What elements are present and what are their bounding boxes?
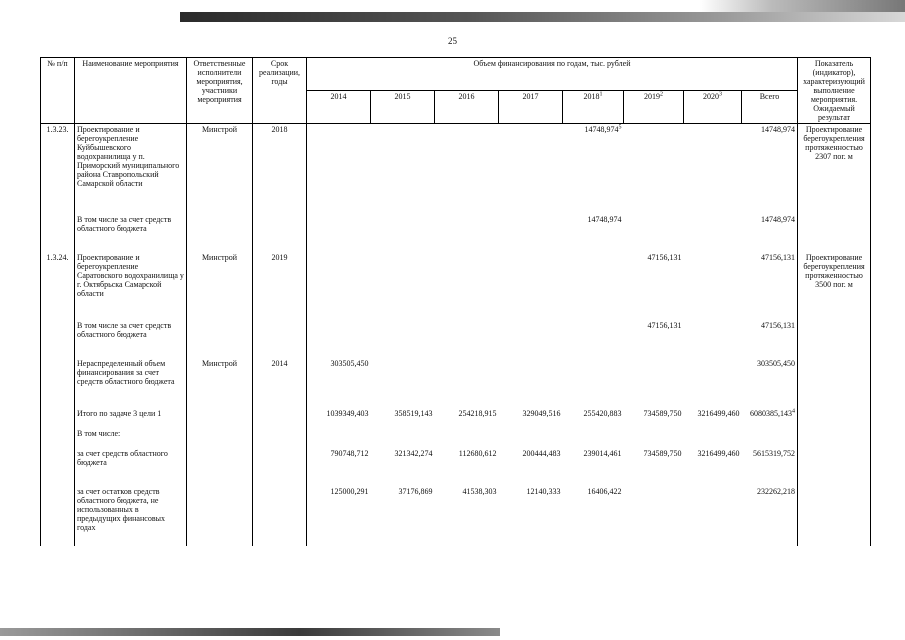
cell-term — [253, 428, 307, 448]
cell-v2020 — [684, 486, 742, 546]
cell-name: Итого по задаче 3 цели 1 — [75, 408, 187, 428]
cell-indicator — [798, 486, 871, 546]
cell-v2016: 254218,915 — [458, 408, 497, 418]
cell-v2019: 734589,750 — [643, 448, 682, 458]
cell-v2018: 16406,422 — [587, 486, 622, 496]
header-year-2015: 2015 — [371, 91, 435, 124]
cell-v2014 — [307, 214, 371, 252]
cell-v2014 — [307, 428, 371, 448]
cell-v2016 — [435, 428, 499, 448]
cell-num — [41, 486, 75, 546]
cell-num — [41, 408, 75, 428]
cell-total: 47156,131 — [761, 252, 795, 262]
cell-v2015 — [371, 252, 435, 320]
cell-total: 6080385,143$^4$ — [750, 407, 795, 418]
cell-v2020 — [684, 320, 742, 358]
table-row — [41, 124, 871, 214]
table-row — [41, 428, 871, 448]
header-year-2016: 2016 — [435, 91, 499, 124]
cell-v2014: 1039349,403 — [326, 408, 369, 418]
cell-resp — [187, 486, 253, 546]
cell-v2016: 112680,612 — [458, 448, 497, 458]
header-responsible: Ответственные исполнители мероприятия, участники мероприятия — [187, 58, 253, 124]
cell-term — [253, 320, 307, 358]
cell-v2014: 125000,291 — [330, 486, 369, 496]
funding-table — [40, 57, 871, 546]
cell-resp: Минстрой — [187, 124, 253, 214]
table-row — [41, 448, 871, 486]
cell-v2020 — [684, 358, 742, 408]
table-row — [41, 486, 871, 546]
cell-v2017 — [499, 320, 563, 358]
header-year-2019: 2019$^2$ — [624, 91, 684, 124]
cell-v2020: 3216499,460 — [697, 448, 740, 458]
cell-num: 1.3.24. — [41, 252, 75, 320]
scan-shadow-top — [180, 12, 905, 22]
cell-v2016 — [435, 124, 499, 214]
cell-term: 2018 — [253, 124, 307, 214]
header-total: Всего — [742, 91, 798, 124]
cell-v2018: 239014,461 — [583, 448, 622, 458]
cell-indicator: Проектирование берегоукрепления протяженностью 3500 пог. м — [798, 252, 871, 320]
cell-name: за счет средств областного бюджета — [75, 448, 187, 486]
cell-v2020: 3216499,460 — [697, 408, 740, 418]
cell-v2014: 790748,712 — [330, 448, 369, 458]
scan-shadow-top-right — [700, 0, 905, 12]
table-row — [41, 408, 871, 428]
cell-total — [742, 428, 798, 448]
cell-v2017 — [499, 214, 563, 252]
cell-v2018 — [563, 320, 624, 358]
cell-v2017: 12140,333 — [526, 486, 561, 496]
cell-name: Нераспределенный объем финансирования за счет средств областного бюджета — [75, 358, 187, 408]
cell-v2014 — [307, 124, 371, 214]
header-num: № п/п — [41, 58, 75, 124]
cell-v2015: 358519,143 — [394, 408, 433, 418]
cell-resp: Минстрой — [187, 252, 253, 320]
cell-total: 14748,974 — [761, 214, 795, 224]
cell-name: за счет остатков средств областного бюджета, не использованных в предыдущих финансовых годах — [75, 486, 187, 546]
scan-shadow-bottom — [0, 628, 500, 636]
cell-total: 47156,131 — [761, 320, 795, 330]
header-year-2018: 2018$^1$ — [563, 91, 624, 124]
cell-v2015: 321342,274 — [394, 448, 433, 458]
page-number: 25 — [448, 36, 457, 46]
cell-v2017 — [499, 358, 563, 408]
cell-v2019 — [624, 214, 684, 252]
cell-term — [253, 448, 307, 486]
cell-v2016 — [435, 252, 499, 320]
cell-v2017: 329049,516 — [522, 408, 561, 418]
header-year-2017: 2017 — [499, 91, 563, 124]
cell-name: В том числе за счет средств областного бюджета — [75, 320, 187, 358]
cell-resp — [187, 408, 253, 428]
cell-v2018 — [563, 358, 624, 408]
cell-v2015 — [371, 428, 435, 448]
cell-v2019 — [624, 358, 684, 408]
cell-v2020 — [684, 428, 742, 448]
cell-v2019: 47156,131 — [647, 252, 682, 262]
cell-v2014 — [307, 252, 371, 320]
cell-resp — [187, 214, 253, 252]
cell-name: В том числе за счет средств областного бюджета — [75, 214, 187, 252]
cell-term: 2014 — [253, 358, 307, 408]
cell-v2019 — [624, 124, 684, 214]
cell-num — [41, 448, 75, 486]
cell-v2019: 47156,131 — [647, 320, 682, 330]
table-row — [41, 252, 871, 320]
cell-resp: Минстрой — [187, 358, 253, 408]
cell-v2017: 200444,483 — [522, 448, 561, 458]
cell-resp — [187, 320, 253, 358]
cell-v2014: 303505,450 — [330, 358, 369, 368]
cell-v2015: 37176,869 — [398, 486, 433, 496]
cell-v2017 — [499, 428, 563, 448]
cell-name: Проектирование и берегоукрепление Куйбышевского водохранилища у п. Приморский муниципального района Ставропольский Самарской области — [75, 124, 187, 214]
cell-total: 303505,450 — [757, 358, 795, 368]
cell-v2020 — [684, 124, 742, 214]
header-indicator: Показатель (индикатор), характеризующий выполнение мероприятия. Ожидаемый результат — [798, 58, 871, 124]
header-term: Срок реализации, годы — [253, 58, 307, 124]
cell-indicator — [798, 320, 871, 358]
cell-resp — [187, 428, 253, 448]
cell-indicator: Проектирование берегоукрепления протяженностью 2307 пог. м — [798, 124, 871, 214]
cell-term: 2019 — [253, 252, 307, 320]
cell-v2019 — [624, 428, 684, 448]
cell-indicator — [798, 408, 871, 428]
cell-v2014 — [307, 320, 371, 358]
cell-num — [41, 428, 75, 448]
cell-v2016 — [435, 358, 499, 408]
cell-num — [41, 214, 75, 252]
cell-num — [41, 358, 75, 408]
cell-v2020 — [684, 252, 742, 320]
cell-term — [253, 408, 307, 428]
cell-v2018: 14748,974 — [587, 214, 622, 224]
table-row — [41, 320, 871, 358]
cell-v2018: 14748,974$^5$ — [584, 124, 622, 134]
cell-term — [253, 214, 307, 252]
header-year-2020: 2020$^3$ — [684, 91, 742, 124]
table-body — [41, 124, 871, 546]
cell-v2016: 41538,303 — [462, 486, 497, 496]
cell-v2015 — [371, 320, 435, 358]
cell-term — [253, 486, 307, 546]
cell-indicator — [798, 448, 871, 486]
cell-total: 5615319,752 — [753, 448, 795, 458]
cell-v2018 — [563, 428, 624, 448]
cell-indicator — [798, 358, 871, 408]
header-year-2014: 2014 — [307, 91, 371, 124]
cell-v2015 — [371, 124, 435, 214]
cell-total: 232262,218 — [757, 486, 795, 496]
cell-v2015 — [371, 358, 435, 408]
cell-v2017 — [499, 124, 563, 214]
header-name: Наименование мероприятия — [75, 58, 187, 124]
cell-v2017 — [499, 252, 563, 320]
table-row — [41, 358, 871, 408]
cell-num: 1.3.23. — [41, 124, 75, 214]
cell-v2015 — [371, 214, 435, 252]
table-row — [41, 214, 871, 252]
cell-total: 14748,974 — [761, 125, 795, 134]
cell-resp — [187, 448, 253, 486]
cell-indicator — [798, 428, 871, 448]
cell-v2019 — [624, 486, 684, 546]
cell-v2016 — [435, 214, 499, 252]
cell-num — [41, 320, 75, 358]
cell-name: В том числе: — [75, 428, 187, 448]
cell-v2019: 734589,750 — [643, 408, 682, 418]
cell-v2018: 255420,883 — [583, 408, 622, 418]
cell-v2018 — [563, 252, 624, 320]
cell-v2020 — [684, 214, 742, 252]
cell-name: Проектирование и берегоукрепление Саратовского водохранилища у г. Октябрьска Самарской области — [75, 252, 187, 320]
cell-indicator — [798, 214, 871, 252]
header-funding: Объем финансирования по годам, тыс. рублей — [307, 58, 798, 91]
cell-v2016 — [435, 320, 499, 358]
